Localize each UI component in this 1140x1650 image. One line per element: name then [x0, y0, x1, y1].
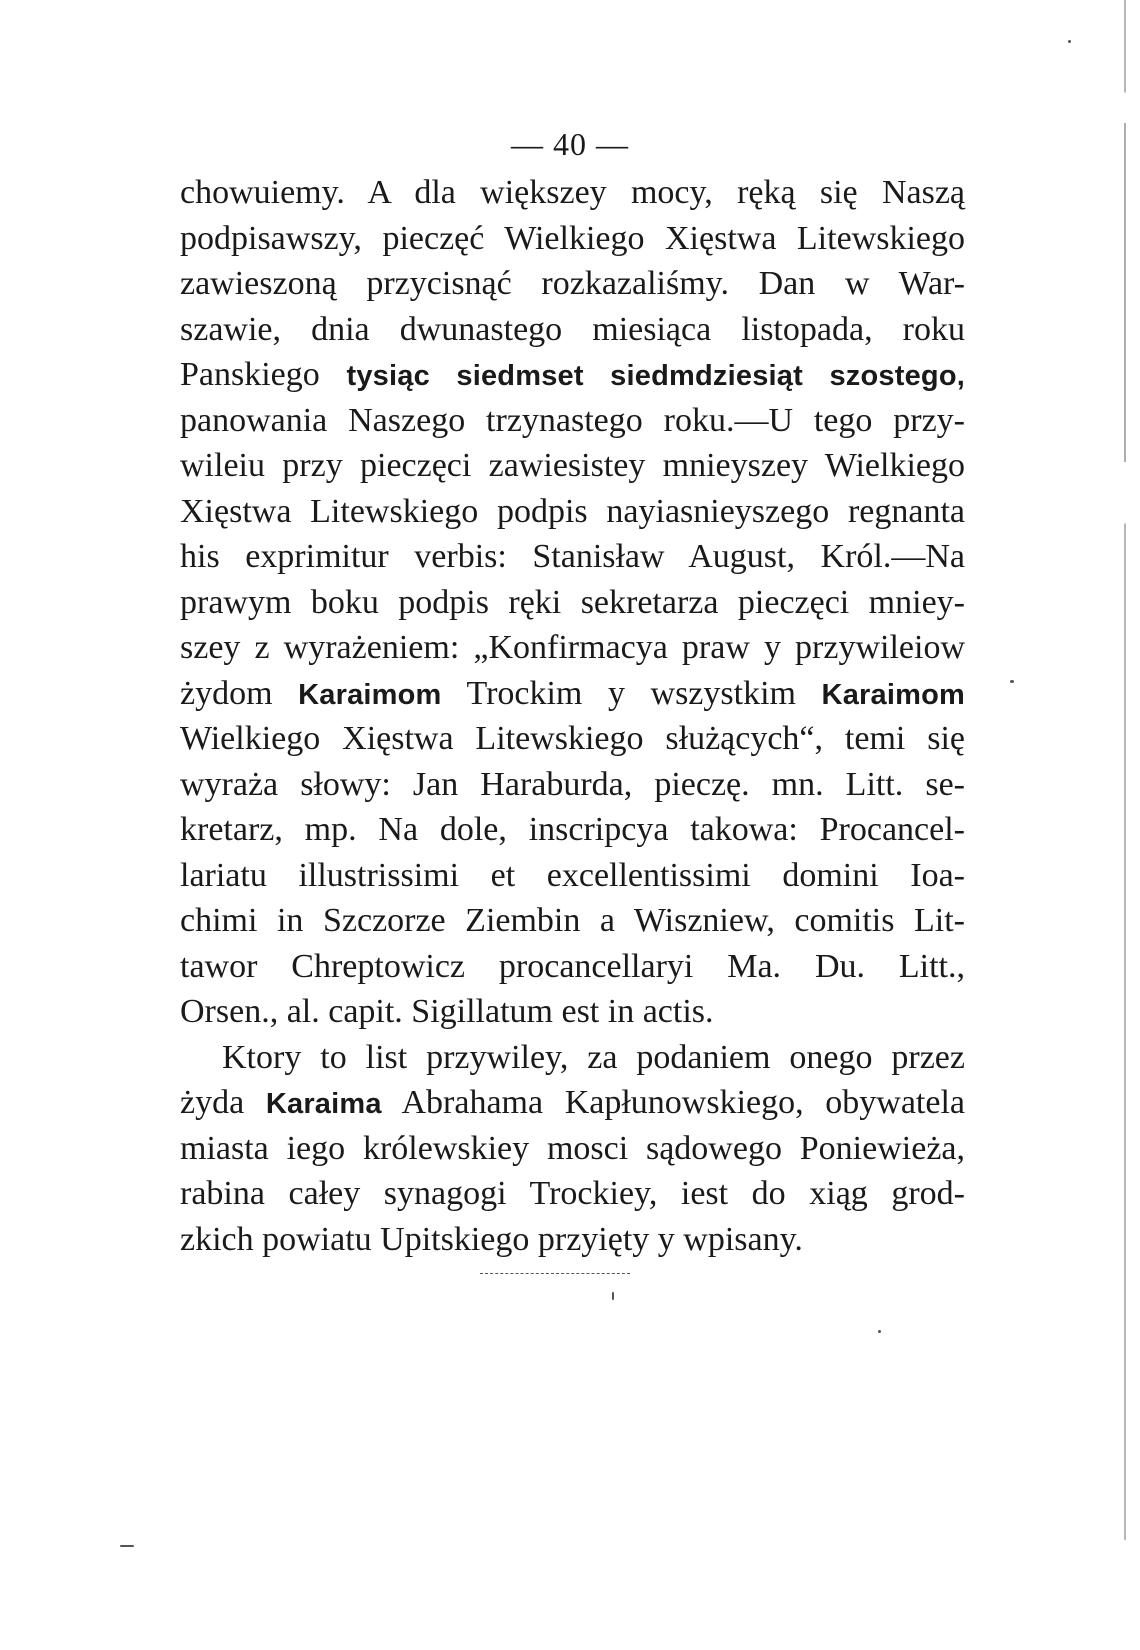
text-line	[180, 1035, 965, 1081]
text-run: wyraża słowy: Jan Haraburda, pieczę. mn. Litt. se-	[180, 765, 965, 803]
text-line	[180, 1126, 965, 1172]
text-line	[180, 762, 965, 808]
text-line	[180, 1080, 965, 1126]
text-line	[180, 989, 965, 1035]
text-run: szey z wyrażeniem: „Konfirmacya praw y przywileiow	[180, 629, 965, 666]
text-run: zkich powiatu Upitskiego przyięty y wpisany.	[180, 1220, 803, 1258]
text-line	[180, 352, 965, 398]
text-line	[180, 534, 965, 580]
emphasized-text: Karaimom	[821, 678, 965, 711]
text-run: podpisawszy, pieczęć Wielkiego Xięstwa Litewskiego	[180, 219, 965, 257]
text-run: Wielkiego Xięstwa Litewskiego służących“, temi się	[180, 720, 965, 757]
page-body-text	[180, 170, 965, 1262]
section-end-rule	[480, 1273, 630, 1274]
paragraph	[180, 1035, 965, 1263]
emphasized-text: Karaima	[265, 1088, 382, 1120]
text-run: Ktory to list przywiley, za podaniem onego przez	[222, 1038, 965, 1076]
text-line	[180, 898, 965, 944]
text-line	[180, 625, 965, 671]
text-line	[180, 216, 965, 262]
text-run: zawieszoną przycisnąć rozkazaliśmy. Dan w War-	[180, 265, 965, 302]
scan-speck	[120, 1545, 134, 1547]
scan-speck	[878, 1330, 881, 1333]
text-line	[180, 580, 965, 626]
text-line	[180, 1171, 965, 1217]
text-line	[180, 807, 965, 853]
text-run: wileiu przy pieczęci zawiesistey mnieyszey Wielkiego	[180, 447, 965, 484]
text-run: miasta iego królewskiey mosci sądowego Poniewieża,	[180, 1129, 965, 1167]
text-run: Trockim y wszystkim	[441, 674, 822, 712]
paragraph	[180, 170, 965, 1035]
text-run: chimi in Szczorze Ziembin a Wiszniew, comitis Lit-	[180, 902, 965, 939]
text-line	[180, 489, 965, 535]
text-run: Panskiego	[180, 356, 347, 393]
text-run: Xięstwa Litewskiego podpis nayiasnieyszego regnanta	[180, 492, 965, 530]
text-line	[180, 261, 965, 307]
emphasized-text: Karaimom	[298, 678, 442, 711]
text-line	[180, 944, 965, 990]
text-line	[180, 1217, 965, 1263]
text-run: chowuiemy. A dla większey mocy, ręką się Naszą	[180, 174, 965, 211]
text-run: Abrahama Kapłunowskiego, obywatela	[381, 1084, 965, 1121]
text-run: żyda	[180, 1084, 266, 1121]
text-run: panowania Naszego trzynastego roku.—U tego przy-	[180, 401, 965, 439]
text-run: kretarz, mp. Na dole, inscripcya takowa: Procancel-	[180, 811, 965, 848]
page-number: — 40 —	[511, 126, 629, 162]
text-run: Orsen., al. capit. Sigillatum est in actis.	[180, 993, 714, 1030]
text-run: szawie, dnia dwunastego miesiąca listopada, roku	[180, 310, 965, 348]
text-run: rabina całey synagogi Trockiey, iest do xiąg grod-	[180, 1175, 965, 1212]
emphasized-text: tysiąc siedmset siedmdziesiąt szostego,	[346, 360, 965, 392]
scan-speck	[1010, 680, 1014, 683]
text-line	[180, 716, 965, 762]
scan-speck	[1068, 40, 1071, 43]
scan-speck	[612, 1292, 614, 1300]
text-run: his exprimitur verbis: Stanisław August, Król.—Na	[180, 538, 965, 575]
text-run: żydom	[180, 674, 299, 712]
text-line	[180, 853, 965, 899]
text-line	[180, 443, 965, 489]
scan-edge-shadow	[1124, 0, 1126, 1540]
text-run: prawym boku podpis ręki sekretarza pieczęci mniey-	[180, 583, 965, 621]
text-run: lariatu illustrissimi et excellentissimi domini Ioa-	[180, 856, 965, 894]
text-run: tawor Chreptowicz procancellaryi Ma. Du. Litt.,	[180, 947, 965, 985]
text-line	[180, 307, 965, 353]
text-line	[180, 170, 965, 216]
text-line	[180, 671, 965, 717]
text-line	[180, 398, 965, 444]
